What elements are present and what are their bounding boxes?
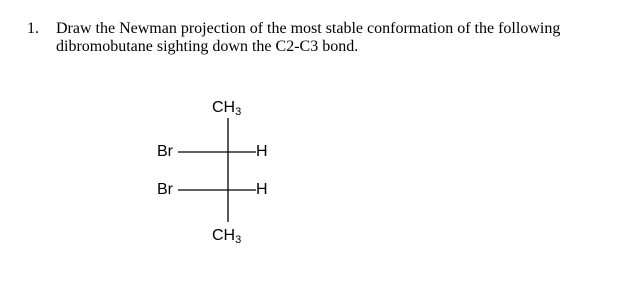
bottom-methyl-label: $CH_3$ bbox=[212, 227, 242, 246]
top-methyl-label: $CH_3$ bbox=[212, 99, 242, 118]
c2-left-substituent: Br bbox=[157, 143, 173, 160]
question-text-line2: dibromobutane sighting down the C2-C3 bond. bbox=[56, 38, 359, 55]
c2-right-substituent: H bbox=[256, 143, 268, 160]
c3-left-substituent: Br bbox=[157, 181, 173, 198]
c3-right-substituent: H bbox=[256, 181, 268, 198]
question-text-line1: Draw the Newman projection of the most stable conformation of the following bbox=[56, 20, 561, 37]
question-number: 1. bbox=[27, 20, 39, 37]
